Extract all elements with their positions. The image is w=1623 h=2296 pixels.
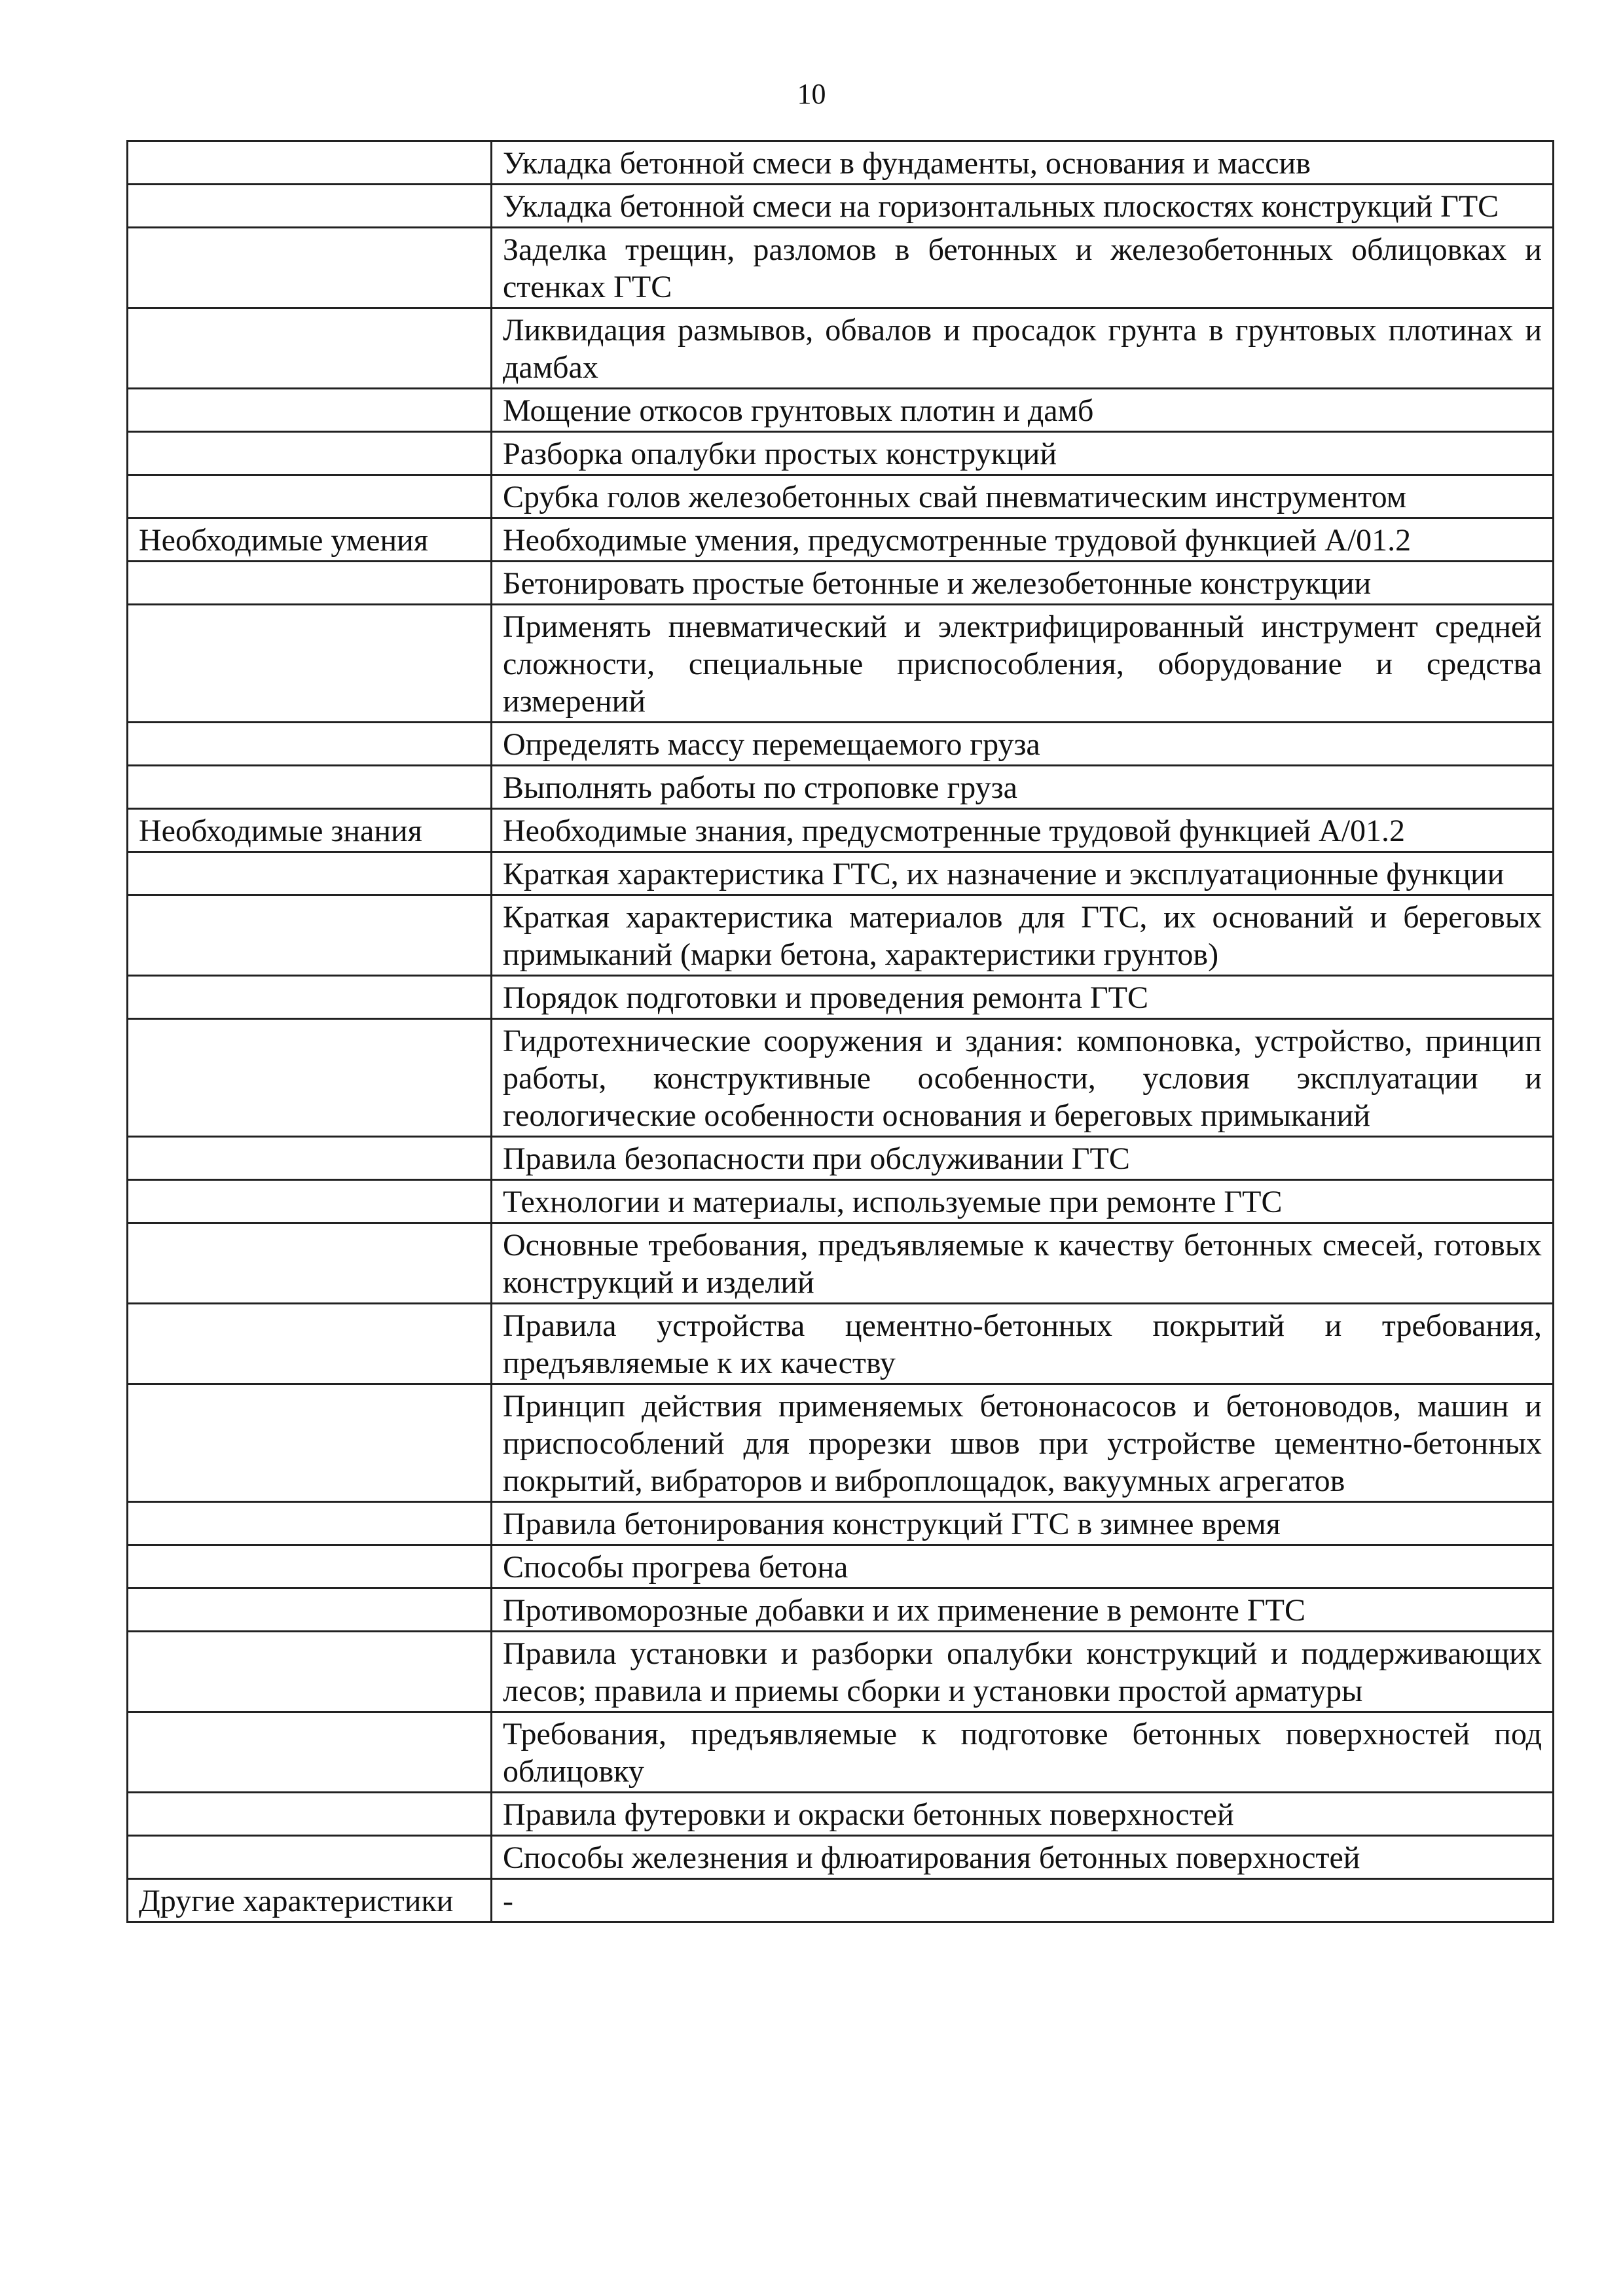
table-row	[128, 389, 1554, 432]
row-label-continued	[128, 1180, 492, 1223]
row-label-continued	[128, 562, 492, 605]
table-row	[128, 518, 1554, 562]
table-row	[128, 1304, 1554, 1384]
row-content: Гидротехнические сооружения и здания: компоновка, устройство, принцип работы, конструктивные особенности, условия эксплуатации и геологические особенности основания и береговых примыканий	[492, 1019, 1554, 1137]
row-label-continued	[128, 766, 492, 809]
row-content: Заделка трещин, разломов в бетонных и железобетонных облицовках и стенках ГТС	[492, 228, 1554, 308]
row-label-continued	[128, 976, 492, 1019]
table-row	[128, 723, 1554, 766]
row-label-continued	[128, 723, 492, 766]
row-content: Укладка бетонной смеси в фундаменты, основания и массив	[492, 141, 1554, 185]
row-label-continued	[128, 1588, 492, 1632]
table-row	[128, 185, 1554, 228]
row-content: Способы прогрева бетона	[492, 1545, 1554, 1588]
table-row	[128, 1793, 1554, 1836]
row-label	[128, 141, 492, 185]
table-row	[128, 1137, 1554, 1180]
row-content: Разборка опалубки простых конструкций	[492, 432, 1554, 475]
row-label-continued	[128, 1712, 492, 1793]
table-row	[128, 1545, 1554, 1588]
table-row	[128, 1588, 1554, 1632]
table-row	[128, 1712, 1554, 1793]
row-content: Правила установки и разборки опалубки конструкций и поддерживающих лесов; правила и приемы сборки и установки простой арматуры	[492, 1632, 1554, 1712]
row-content: Краткая характеристика материалов для ГТС, их оснований и береговых примыканий (марки бетона, характеристики грунтов)	[492, 895, 1554, 976]
table-row	[128, 605, 1554, 723]
table-row	[128, 1836, 1554, 1879]
row-label-continued	[128, 1304, 492, 1384]
table-row	[128, 1879, 1554, 1922]
table-row	[128, 1502, 1554, 1545]
table-row	[128, 809, 1554, 852]
row-content: Укладка бетонной смеси на горизонтальных плоскостях конструкций ГТС	[492, 185, 1554, 228]
row-label: Необходимые знания	[128, 809, 492, 852]
row-content: Ликвидация размывов, обвалов и просадок грунта в грунтовых плотинах и дамбах	[492, 308, 1554, 389]
row-label-continued	[128, 1793, 492, 1836]
row-content: Краткая характеристика ГТС, их назначение и эксплуатационные функции	[492, 852, 1554, 895]
row-content: Мощение откосов грунтовых плотин и дамб	[492, 389, 1554, 432]
row-label-continued	[128, 228, 492, 308]
table-row	[128, 895, 1554, 976]
row-label-continued	[128, 895, 492, 976]
row-content: Выполнять работы по строповке груза	[492, 766, 1554, 809]
row-label-continued	[128, 308, 492, 389]
table-row	[128, 852, 1554, 895]
row-label-continued	[128, 605, 492, 723]
row-label-continued	[128, 1223, 492, 1304]
row-content: Правила футеровки и окраски бетонных поверхностей	[492, 1793, 1554, 1836]
row-content: Технологии и материалы, используемые при ремонте ГТС	[492, 1180, 1554, 1223]
table-row	[128, 1180, 1554, 1223]
row-label-continued	[128, 475, 492, 518]
row-content: Противоморозные добавки и их применение в ремонте ГТС	[492, 1588, 1554, 1632]
table-row	[128, 475, 1554, 518]
row-label-continued	[128, 1836, 492, 1879]
row-content: -	[492, 1879, 1554, 1922]
row-label: Необходимые умения	[128, 518, 492, 562]
row-content: Принцип действия применяемых бетононасосов и бетоноводов, машин и приспособлений для прорезки швов при устройстве цементно-бетонных покрытий, вибраторов и виброплощадок, вакуумных агрегатов	[492, 1384, 1554, 1502]
row-content: Правила бетонирования конструкций ГТС в зимнее время	[492, 1502, 1554, 1545]
row-label-continued	[128, 1137, 492, 1180]
table-row	[128, 976, 1554, 1019]
row-label-continued	[128, 389, 492, 432]
table-row	[128, 1632, 1554, 1712]
row-label-continued	[128, 185, 492, 228]
row-content: Основные требования, предъявляемые к качеству бетонных смесей, готовых конструкций и изделий	[492, 1223, 1554, 1304]
table-row	[128, 432, 1554, 475]
row-content: Бетонировать простые бетонные и железобетонные конструкции	[492, 562, 1554, 605]
row-content: Правила безопасности при обслуживании ГТС	[492, 1137, 1554, 1180]
table-row	[128, 1384, 1554, 1502]
table-row	[128, 308, 1554, 389]
row-label-continued	[128, 432, 492, 475]
table-row	[128, 228, 1554, 308]
page-number: 10	[797, 78, 826, 110]
table-row	[128, 766, 1554, 809]
row-content: Применять пневматический и электрифицированный инструмент средней сложности, специальные приспособления, оборудование и средства измерений	[492, 605, 1554, 723]
row-content: Необходимые знания, предусмотренные трудовой функцией А/01.2	[492, 809, 1554, 852]
table-row	[128, 1223, 1554, 1304]
row-content: Срубка голов железобетонных свай пневматическим инструментом	[492, 475, 1554, 518]
row-content: Правила устройства цементно-бетонных покрытий и требования, предъявляемые к их качеству	[492, 1304, 1554, 1384]
row-content: Порядок подготовки и проведения ремонта ГТС	[492, 976, 1554, 1019]
row-label-continued	[128, 1384, 492, 1502]
row-content: Способы железнения и флюатирования бетонных поверхностей	[492, 1836, 1554, 1879]
row-content: Необходимые умения, предусмотренные трудовой функцией А/01.2	[492, 518, 1554, 562]
row-content: Определять массу перемещаемого груза	[492, 723, 1554, 766]
row-label-continued	[128, 1632, 492, 1712]
table-row	[128, 141, 1554, 185]
row-label-continued	[128, 1545, 492, 1588]
row-content: Требования, предъявляемые к подготовке бетонных поверхностей под облицовку	[492, 1712, 1554, 1793]
table-row	[128, 562, 1554, 605]
row-label: Другие характеристики	[128, 1879, 492, 1922]
row-label-continued	[128, 1502, 492, 1545]
row-label-continued	[128, 852, 492, 895]
row-label-continued	[128, 1019, 492, 1137]
requirements-table	[126, 140, 1554, 1923]
table-row	[128, 1019, 1554, 1137]
